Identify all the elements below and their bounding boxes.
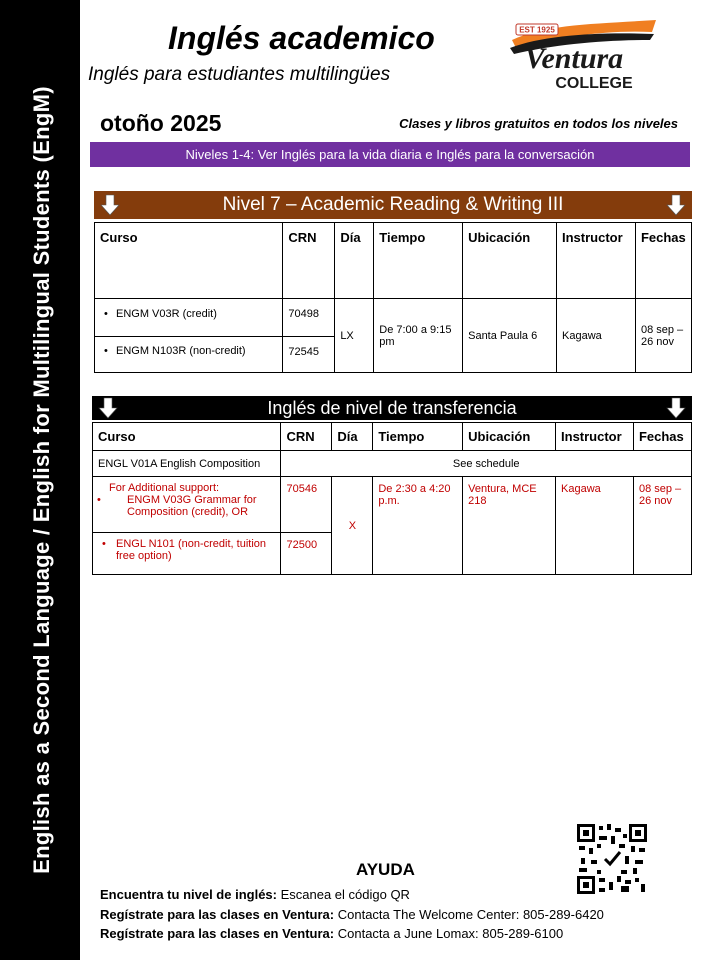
location-cell: Santa Paula 6 <box>463 299 557 373</box>
table-row <box>95 299 692 337</box>
day-cell: X <box>332 477 373 575</box>
qr-code <box>577 824 647 894</box>
help-text: Contacta The Welcome Center: 805-289-6420 <box>334 907 604 922</box>
down-arrow-icon <box>100 194 120 216</box>
table-row <box>93 477 692 533</box>
column-header: Curso <box>93 423 281 451</box>
table-row <box>93 451 692 477</box>
course-text: ENGM V03G Grammar for Composition (credit), OR <box>127 494 257 518</box>
course-cell: ENGL V01A English Composition <box>93 451 281 477</box>
column-header: Ubicación <box>463 223 557 299</box>
course-name: • ENGM N103R (non-credit) <box>100 345 277 357</box>
logo-name-text: Ventura <box>524 42 624 75</box>
column-header: Día <box>332 423 373 451</box>
help-text: Escanea el código QR <box>276 887 410 902</box>
day-cell: LX <box>335 299 374 373</box>
help-line-contact <box>100 926 563 941</box>
help-title: AYUDA <box>356 860 415 879</box>
crn-cell: 70546 <box>281 477 332 533</box>
column-header: CRN <box>281 423 332 451</box>
column-header: CRN <box>283 223 335 299</box>
term-label: otoño 2025 <box>100 110 222 136</box>
logo-college-text: COLLEGE <box>555 75 633 92</box>
help-label: Regístrate para las clases en Ventura: <box>100 907 335 922</box>
column-header: Curso <box>95 223 283 299</box>
free-classes-note: Clases y libros gratuitos en todos los niveles <box>399 116 678 131</box>
column-header: Día <box>335 223 374 299</box>
support-label: For Additional support: <box>109 482 220 494</box>
level7-header <box>94 191 692 219</box>
column-header: Fechas <box>635 223 691 299</box>
sidebar-vertical-title: English as a Second Language / English for Multilingual Students (EngM) <box>29 86 54 874</box>
transfer-table <box>92 422 692 575</box>
time-cell: De 7:00 a 9:15 pm <box>374 299 463 373</box>
column-header: Tiempo <box>374 223 463 299</box>
help-text: Contacta a June Lomax: 805-289-6100 <box>334 926 564 941</box>
instructor-cell: Kagawa <box>557 299 636 373</box>
down-arrow-icon <box>98 397 118 419</box>
level7-table <box>94 222 692 373</box>
transfer-header <box>92 396 692 420</box>
down-arrow-icon <box>666 397 686 419</box>
course-cell <box>93 533 281 575</box>
time-cell: De 2:30 a 4:20 p.m. <box>373 477 463 575</box>
table-header-row <box>95 223 692 299</box>
column-header: Instructor <box>557 223 636 299</box>
help-label: Encuentra tu nivel de inglés: <box>100 887 277 902</box>
course-cell <box>95 299 283 337</box>
column-header: Instructor <box>556 423 634 451</box>
help-line-welcome-center <box>100 907 604 922</box>
column-header: Fechas <box>633 423 691 451</box>
dates-cell: 08 sep – 26 nov <box>635 299 691 373</box>
course-name <box>93 494 275 518</box>
down-arrow-icon <box>666 194 686 216</box>
course-name: • ENGM V03R (credit) <box>100 308 277 320</box>
course-cell <box>93 477 281 533</box>
transfer-title: Inglés de nivel de transferencia <box>267 397 517 418</box>
logo-badge-text: EST 1925 <box>519 25 555 35</box>
crn-cell: 72545 <box>283 337 335 373</box>
crn-cell: 72500 <box>281 533 332 575</box>
page-subtitle: Inglés para estudiantes multilingües <box>88 64 391 85</box>
dates-cell: 08 sep – 26 nov <box>633 477 691 575</box>
instructor-cell: Kagawa <box>556 477 634 575</box>
location-cell: Ventura, MCE 218 <box>463 477 556 575</box>
crn-cell: 70498 <box>283 299 335 337</box>
column-header: Ubicación <box>463 423 556 451</box>
levels-note-bar: Niveles 1-4: Ver Inglés para la vida diaria e Inglés para la conversación <box>90 142 690 167</box>
course-name: • ENGL N101 (non-credit, tuition free option) <box>98 538 275 562</box>
page-title: Inglés academico <box>168 20 435 56</box>
level7-title: Nivel 7 – Academic Reading & Writing III <box>222 194 564 215</box>
help-label: Regístrate para las clases en Ventura: <box>100 926 335 941</box>
ventura-college-logo <box>506 18 662 98</box>
table-header-row <box>93 423 692 451</box>
column-header: Tiempo <box>373 423 463 451</box>
help-line-find-level <box>100 887 410 902</box>
course-cell <box>95 337 283 373</box>
schedule-note-cell: See schedule <box>281 451 692 477</box>
